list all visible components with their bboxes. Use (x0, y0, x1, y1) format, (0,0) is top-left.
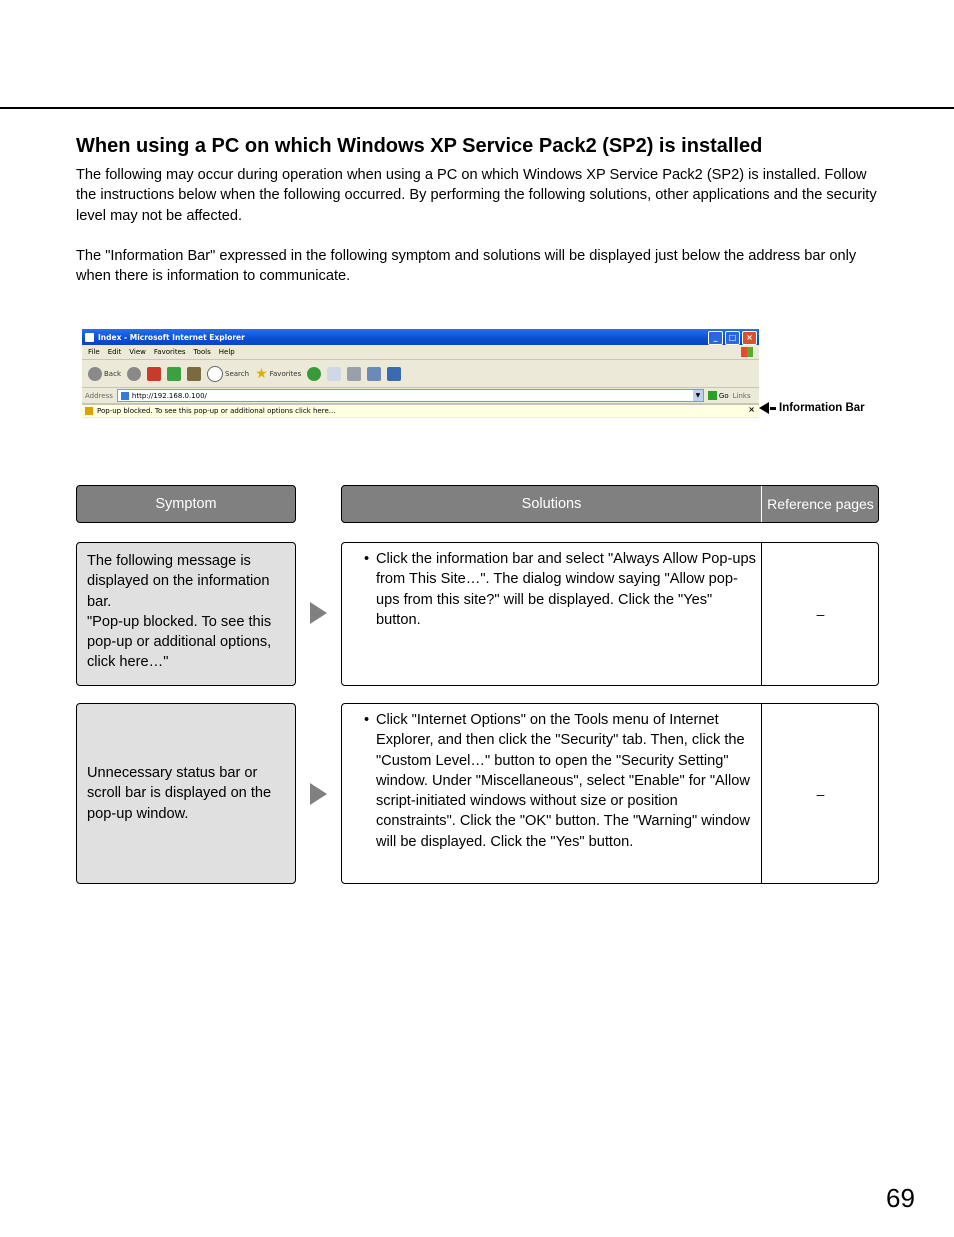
browser-screenshot (82, 329, 759, 418)
solution-text: Click the information bar and select "Always Allow Pop-ups from This Site…". The dialog window saying "Allow pop-ups from this site?" will be displayed. Click the "Yes" button. (376, 551, 756, 628)
browser-title: Index - Microsoft Internet Explorer (98, 332, 245, 342)
symptom-cell (76, 703, 296, 884)
minimize-icon[interactable]: _ (708, 331, 723, 345)
home-icon[interactable] (187, 367, 201, 381)
chevron-down-icon[interactable]: ▼ (693, 390, 703, 401)
back-button[interactable] (88, 367, 121, 381)
information-bar-label: Information Bar (779, 402, 865, 414)
shield-icon (85, 407, 93, 415)
search-button[interactable] (207, 366, 249, 382)
menu-tools[interactable]: Tools (193, 348, 211, 356)
page-icon (121, 392, 129, 400)
close-icon[interactable]: × (742, 331, 757, 345)
information-bar-text: Pop-up blocked. To see this pop-up or additional options click here... (97, 407, 336, 415)
ie-icon (85, 333, 94, 342)
symptom-header: Symptom (76, 485, 296, 523)
menu-edit[interactable]: Edit (107, 348, 122, 356)
history-icon[interactable] (307, 367, 321, 381)
solution-cell (341, 542, 879, 686)
forward-button[interactable] (127, 367, 141, 381)
messenger-icon[interactable] (387, 367, 401, 381)
reference-cell: – (761, 543, 879, 685)
menu-help[interactable]: Help (218, 348, 235, 356)
information-bar[interactable] (82, 404, 759, 417)
go-icon (708, 391, 717, 400)
address-bar (82, 388, 759, 404)
bullet: • (364, 712, 370, 728)
solutions-header (341, 485, 879, 523)
refresh-icon[interactable] (167, 367, 181, 381)
solution-cell (341, 703, 879, 884)
toolbar (82, 360, 759, 388)
section-heading: When using a PC on which Windows XP Service Pack2 (SP2) is installed (76, 135, 763, 157)
search-label: Search (225, 369, 250, 378)
menu-view[interactable]: View (129, 348, 146, 356)
symptom-text: The following message is displayed on the information bar. "Pop-up blocked. To see this pop-up or additional options, click here…" (87, 553, 272, 671)
maximize-icon[interactable]: □ (725, 331, 740, 345)
page-number: 69 (886, 1183, 915, 1213)
arrow-left-icon (759, 402, 769, 414)
bullet: • (364, 551, 370, 567)
solution-text: Click "Internet Options" on the Tools menu of Internet Explorer, and then click the "Security" tab. Then, click the "Custom Level…" button to open the "Security Setting" window. Under "Miscellaneous", select "Enable" for "Allow script-initiated windows without size or position constraints". Click the "OK" button. The "Warning" window will be displayed. Click the "Yes" button. (376, 712, 750, 850)
back-icon (88, 367, 102, 381)
information-bar-callout (759, 402, 865, 414)
edit-icon[interactable] (367, 367, 381, 381)
arrow-right-icon (310, 602, 327, 624)
address-label: Address (85, 391, 113, 400)
info-bar-close-icon[interactable]: × (748, 405, 755, 414)
go-label: Go (718, 391, 729, 400)
mail-icon[interactable] (327, 367, 341, 381)
browser-title-bar (82, 329, 759, 345)
menu-file[interactable]: File (88, 348, 100, 356)
solutions-header-label: Solutions (521, 496, 582, 512)
go-button[interactable] (708, 391, 729, 400)
address-input[interactable] (117, 389, 704, 402)
menu-favorites[interactable]: Favorites (153, 348, 186, 356)
arrow-right-icon (310, 783, 327, 805)
reference-cell: – (761, 704, 879, 883)
links-label[interactable]: Links (732, 391, 751, 400)
search-icon (207, 366, 223, 382)
reference-header-label: Reference pages (761, 486, 879, 522)
back-label: Back (104, 369, 121, 378)
favorites-label: Favorites (269, 369, 302, 378)
top-rule (0, 107, 954, 109)
star-icon: ★ (255, 365, 268, 382)
favorites-button[interactable] (255, 367, 301, 381)
symptom-text: Unnecessary status bar or scroll bar is displayed on the pop-up window. (87, 765, 272, 822)
windows-logo-icon (741, 347, 753, 357)
stop-icon[interactable] (147, 367, 161, 381)
address-value: http://192.168.0.100/ (131, 391, 207, 400)
intro-paragraph: The following may occur during operation when using a PC on which Windows XP Service Pack2 (SP2) is installed. Follow the instructions below when the following occurred. By performing the following solutions, other applications and the security level may not be affected. (76, 167, 877, 224)
print-icon[interactable] (347, 367, 361, 381)
forward-icon (127, 367, 141, 381)
information-bar-paragraph: The "Information Bar" expressed in the following symptom and solutions will be displayed just below the address bar only when there is information to communicate. (76, 248, 857, 285)
symptom-cell (76, 542, 296, 686)
menu-bar (82, 345, 759, 360)
